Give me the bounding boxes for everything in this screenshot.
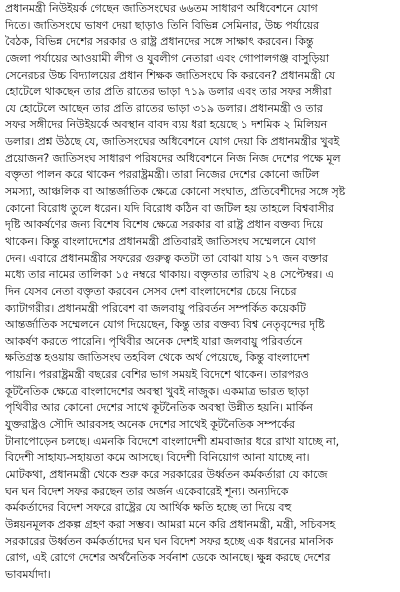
article-line: ক্ষতিগ্রস্ত হওয়ায় জাতিসংঘ তহবিল থেকে অর্থ পেয়েছে, কিন্তু বাংলাদেশ	[5, 351, 310, 365]
article-line: ঘন ঘন বিদেশ সফর করছেন তার অর্জন একেবারেই শূন্য। অন্যদিকে	[5, 484, 289, 498]
article-body	[5, 1, 396, 583]
article-line: হোটেলে থাকছেন তার প্রতি রাতের ভাড়া ৭১৯ ডলার এবং তার সফর সঙ্গীরা	[5, 85, 332, 99]
article-line: সেনেরচর উচ্চ বিদ্যালয়ের প্রধান শিক্ষক জাতিসংঘে কি করবেন? প্রধানমন্ত্রী যে	[5, 68, 335, 82]
article-line: বিদেশী সাহায্য-সহায়তা কমে আসছে। বিদেশী বিনিয়োগ আনা যাচ্ছে না।	[5, 451, 310, 465]
article-line: উন্নয়নমূলক প্রকল্প গ্রহণ করা সম্ভব। আমরা মনে করি প্রধানমন্ত্রী, মন্ত্রী, সচিবসহ	[5, 517, 336, 531]
article-line: ভাবমর্যাদা।	[5, 567, 51, 581]
article-line: দৃষ্টি আকর্ষণের জন্য বিশেষ বিশেষ ক্ষেত্রে সরকার বা রাষ্ট্র প্রধান বক্তব্য দিয়ে	[5, 218, 323, 232]
article-line: সরকারের উর্ধ্বতন কর্মকর্তাদের ঘন ঘন বিদেশ সফর হচ্ছে এক ধরনের মানসিক	[5, 534, 334, 548]
article-line: কোনো বিরোধ তুলে ধরেন। যদি বিরোধ কঠিন বা জটিল হয় তাহলে বিশ্ববাসীর	[5, 201, 334, 215]
article-line: যুক্তরাষ্ট্রও সৌদি আরবসহ অনেক দেশের সাথেই কূটনৈতিক সম্পর্কের	[5, 418, 295, 432]
article-line: আন্তর্জাতিক সম্মেলনে যোগ দিয়েছেন, কিন্তু তার বক্তব্য বিশ্ব নেতৃবৃন্দের দৃষ্টি	[5, 318, 325, 332]
article-line: দিতে। জাতিসংঘে ভাষণ দেয়া ছাড়াও তিনি বিভিন্ন সেমিনার, উচ্চ পর্যায়ের	[5, 18, 319, 32]
article-line: টানাপোড়েন চলছে। এমনকি বিদেশে বাংলাদেশী শ্রমবাজার ধরে রাখা যাচ্ছে না,	[5, 434, 340, 448]
article-line: ডলার। প্রশ্ন উঠছে যে, জাতিসংঘের অধিবেশনে যোগ দেয়া কি প্রধানমন্ত্রীর খুবই	[5, 135, 340, 149]
article-line: দিন যেসব নেতা বক্তৃতা করবেন সেসব দেশ বাংলাদেশের চেয়ে নিচের	[5, 284, 297, 298]
article-line: বৈঠক, বিভিন্ন দেশের সরকার ও রাষ্ট্র প্রধানদের সঙ্গে সাক্ষাৎ করবেন। কিন্তু	[5, 35, 314, 49]
article-line: প্রধানমন্ত্রী নিউইয়র্ক গেছেন জাতিসংঘের ৬৬তম সাধারণ অধিবেশনে যোগ	[5, 2, 318, 15]
article-line: পৃথিবীর আর কোনো দেশের সাথে কূটনৈতিক অবস্থা উন্নীত হয়নি। মার্কিন	[5, 401, 313, 415]
article-line: দেন। এবারে প্রধানমন্ত্রীর সফরের গুরুত্ব কতটা তা বোঝা যায় ১৭ জন বক্তার	[5, 251, 328, 265]
article-line: কূটনৈতিক ক্ষেত্রে বাংলাদেশের অবস্থা খুবই নাজুক। একমাত্র ভারত ছাড়া	[5, 384, 309, 398]
article-line: মধ্যে তার নামের তালিকা ১৫ নম্বরে থাকায়। বক্তৃতার তারিখ ২৪ সেপ্টেম্বর। এ	[5, 268, 334, 282]
article-line: ক্যাটাগরীর। প্রধানমন্ত্রী পরিবেশ বা জলবায়ু পরিবর্তন সম্পর্কিত কয়েকটি	[5, 301, 306, 315]
article-line: মোটকথা, প্রধানমন্ত্রী থেকে শুরু করে সরকারের উর্ধ্বতন কর্মকর্তারা যে কাজে	[5, 467, 328, 481]
article-line: প্রয়োজন? জাতিসংঘ সাধারণ পরিষদের অধিবেশনে নিজ নিজ দেশের পক্ষে মূল	[5, 151, 341, 165]
article-line: থাকেন। কিন্তু বাংলাদেশের প্রধানমন্ত্রী প্রতিবারই জাতিসংঘ সম্মেলনে যোগ	[5, 234, 316, 248]
article-line: যে হোটেলে আছেন তার প্রতি রাতের ভাড়া ৩১৯ ডলার। প্রধানমন্ত্রী ও তার	[5, 101, 323, 115]
article-line: পায়নি। পররাষ্ট্রমন্ত্রী বছরের বেশির ভাগ সময়ই বিদেশে থাকেন। তারপরও	[5, 368, 309, 382]
article-line: রোগ, এই রোগে দেশের অর্থনৈতিক সর্বনাশ ডেকে আনছে। ক্ষুন্ন করছে দেশের	[5, 551, 331, 565]
article-line: কর্মকর্তাদের বিদেশ সফরে রাষ্ট্রের যে আর্থিক ক্ষতি হচ্ছে তা দিয়ে বহু	[5, 501, 292, 515]
article-line: সফর সঙ্গীদের নিউইয়র্কে অবস্থান বাবদ ব্যয় ধরা হয়েছে ১ দশমিক ২ মিলিয়ন	[5, 118, 328, 132]
article-line: সমস্যা, আঞ্চলিক বা আন্তর্জাতিক ক্ষেত্রে কোনো সংঘাত, প্রতিবেশীদের সঙ্গে সৃষ্ট	[5, 185, 346, 199]
article-line: জেলা পর্যায়ের আওয়ামী লীগ ও যুবলীগ নেতারা এবং গোপালগঞ্জ বাসুড়িয়া	[5, 51, 329, 65]
article-line: বক্তৃতা পালন করে থাকেন পররাষ্ট্রমন্ত্রী। তারা নিজের দেশের কোনো জটিল	[5, 168, 320, 182]
article-line: আকর্ষণ করতে পারেনি। পৃথিবীর অনেক দেশই যারা জলবায়ু পরিবর্তনে	[5, 334, 303, 348]
